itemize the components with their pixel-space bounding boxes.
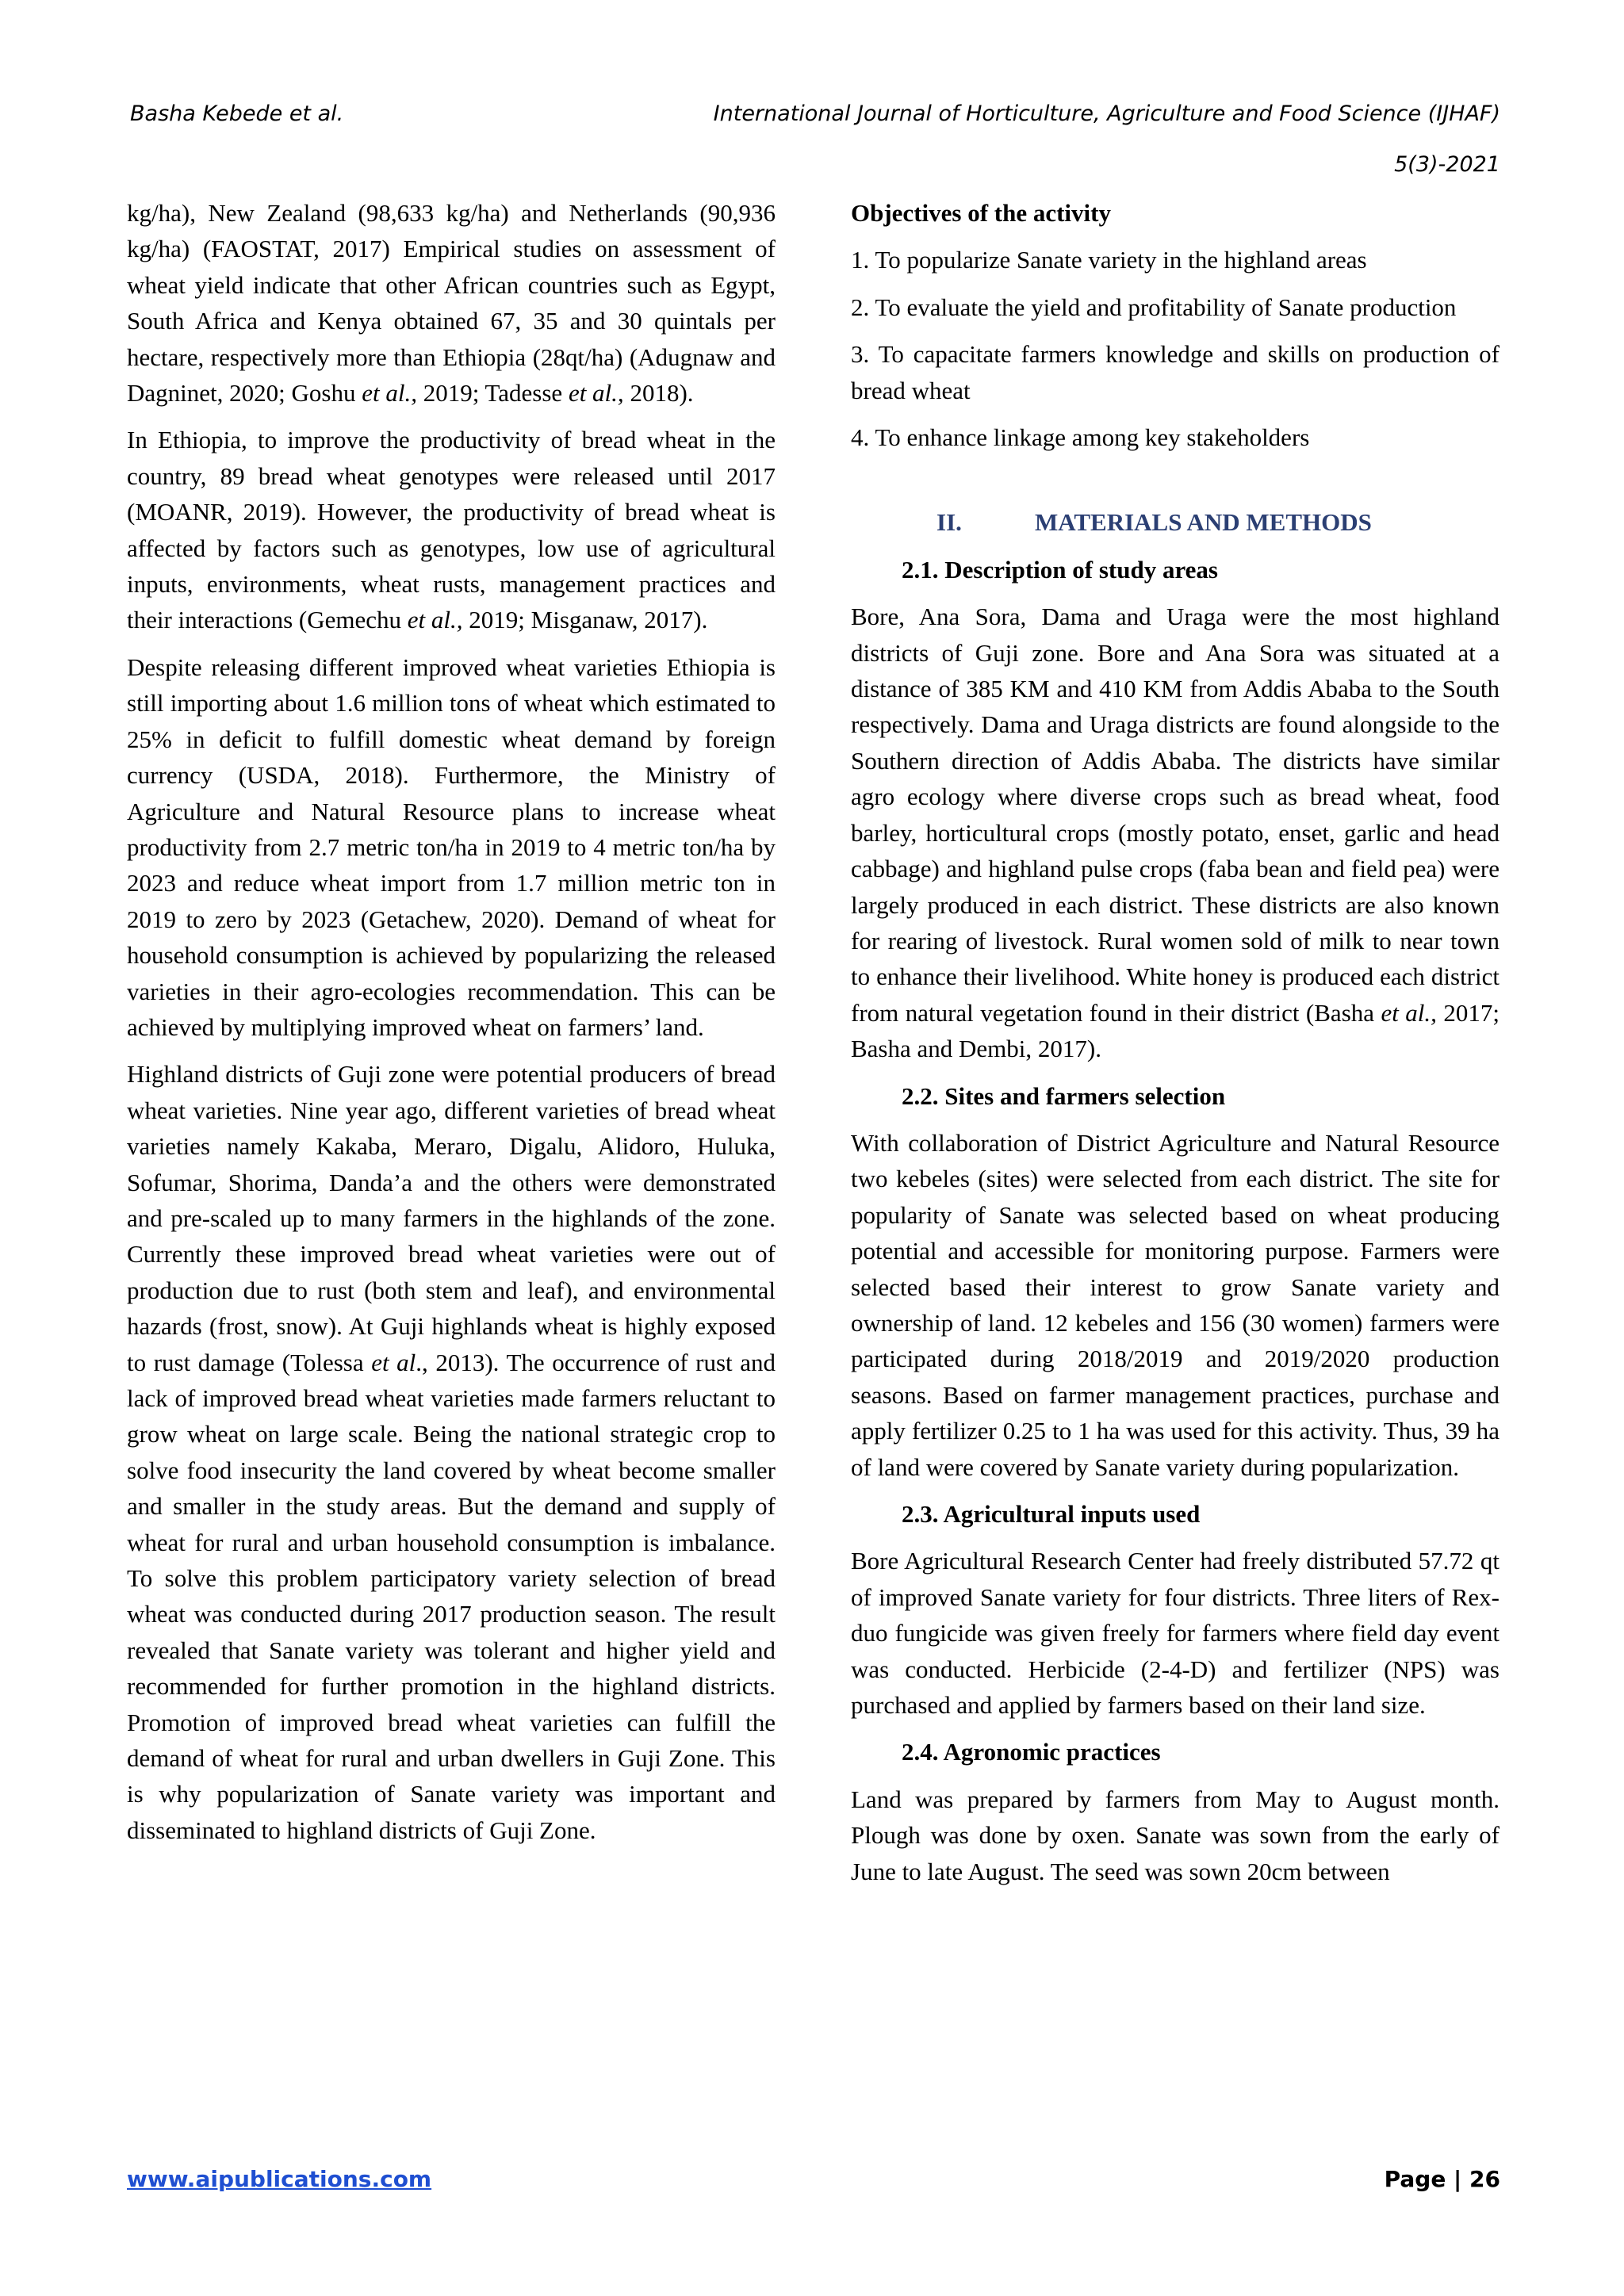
running-head-issue: 5(3)-2021 (1394, 152, 1500, 177)
paragraph-agronomic-practices: Land was prepared by farmers from May to August month. Plough was done by oxen. Sanate was sown from the early of June to late August. The seed was sown 20cm between (851, 1785, 1500, 1885)
paragraph-site-selection: With collaboration of District Agriculture and Natural Resource two kebeles (sites) were selected from each district. The site for popularity of Sanate was selected based on wheat producing potential and accessible for monitoring purpose. Farmers were selected based their interest to grow Sanate variety and ownership of land. 12 kebeles and 156 (30 women) farmers were participated during 2018/2019 and 2019/2020 production seasons. Based on farmer management practices, purchase and apply fertilizer 0.25 to 1 ha was used for this activity. Thus, 39 ha of land were covered by Sanate variety during popularization. (851, 1128, 1500, 1481)
section-number: II. (936, 508, 962, 537)
objectives-title: Objectives of the activity (851, 199, 1111, 227)
objective-item: 3. To capacitate farmers knowledge and skills on production of bread wheat (851, 340, 1500, 404)
paragraph-guji-highlands: Highland districts of Guji zone were potential producers of bread wheat varieties. Nine year ago, different varieties of bread wheat varieties namely Kakaba, Meraro, Digalu, Alidoro, Huluka, Sofumar, Shorima, Danda’a and the others were demonstrated and pre-scaled up to many farmers in the highlands of the zone. Currently these improved bread wheat varieties were out of production due to rust (both stem and leaf), and environmental hazards (frost, snow). At Guji highlands wheat is highly exposed to rust damage (Tolessa et al., 2013). The occurrence of rust and lack of improved bread wheat varieties made farmers reluctant to grow wheat on large scale. Being the national strategic crop to solve food insecurity the land covered by wheat become smaller and smaller in the study areas. But the demand and supply of wheat for rural and urban household consumption is imbalance. To solve this problem participatory variety selection of bread wheat was conducted during 2017 production season. The result revealed that Sanate variety was tolerant and higher yield and recommended for further promotion in the highland districts. Promotion of improved bread wheat varieties can fulfill the demand of wheat for rural and urban dwellers in Guji Zone. This is why popularization of Sanate variety was important and disseminated to highland districts of Guji Zone. (127, 1060, 776, 1844)
left-column (127, 195, 776, 1859)
subsection-heading-2-3: 2.3. Agricultural inputs used (902, 1500, 1201, 1528)
subsection-heading-2-2: 2.2. Sites and farmers selection (902, 1081, 1226, 1110)
objective-item: 1. To popularize Sanate variety in the highland areas (851, 246, 1367, 274)
section-title: MATERIALS AND METHODS (1035, 508, 1372, 537)
paragraph-wheat-import: Despite releasing different improved wheat varieties Ethiopia is still importing about 1.6 million tons of wheat which estimated to 25% in deficit to fulfill domestic wheat demand by foreign currency (USDA, 2018). Furthermore, the Ministry of Agriculture and Natural Resource plans to increase wheat productivity from 2.7 metric ton/ha in 2019 to 4 metric ton/ha by 2023 and reduce wheat import from 1.7 million metric ton in 2019 to zero by 2023 (Getachew, 2020). Demand of wheat for household consumption is achieved by popularizing the released varieties in their agro-ecologies recommendation. This can be achieved by multiplying improved wheat on farmers’ land. (127, 652, 776, 1041)
subsection-heading-2-1: 2.1. Description of study areas (902, 555, 1218, 584)
footer-page-number: Page | 26 (1384, 2166, 1500, 2192)
right-column (851, 195, 1500, 1900)
objective-item: 4. To enhance linkage among key stakeholders (851, 423, 1310, 452)
paragraph-study-areas: Bore, Ana Sora, Dama and Uraga were the most highland districts of Guji zone. Bore and Ana Sora was situated at a distance of 385 KM and 410 KM from Addis Ababa to the South respectively. Dama and Uraga districts are found alongside to the Southern direction of Addis Ababa. The districts have similar agro ecology where diverse crops such as bread wheat, food barley, horticultural crops (mostly potato, enset, garlic and head cabbage) and highland pulse crops (faba bean and field pea) were largely produced in each district. These districts are also known for rearing of livestock. Rural women sold of milk to near town to enhance their livelihood. White honey is produced each district from natural vegetation found in their district (Basha et al., 2017; Basha and Dembi, 2017). (851, 603, 1500, 1063)
subsection-heading-2-4: 2.4. Agronomic practices (902, 1738, 1161, 1766)
section-heading-materials-methods (851, 504, 1500, 540)
footer-website-link[interactable]: www.aipublications.com (127, 2166, 432, 2192)
running-head-author: Basha Kebede et al. (130, 101, 344, 126)
objective-item: 2. To evaluate the yield and profitability of Sanate production (851, 293, 1457, 321)
running-head-journal: International Journal of Horticulture, Agriculture and Food Science (IJHAF) (713, 101, 1500, 126)
paragraph-ethiopia-productivity: In Ethiopia, to improve the productivity of bread wheat in the country, 89 bread wheat genotypes were released until 2017 (MOANR, 2019). However, the productivity of bread wheat is affected by factors such as genotypes, low use of agricultural inputs, environments, wheat rusts, management practices and their interactions (Gemechu et al., 2019; Misganaw, 2017). (127, 426, 776, 634)
paragraph-wheat-yield: kg/ha), New Zealand (98,633 kg/ha) and Netherlands (90,936 kg/ha) (FAOSTAT, 2017) Empirical studies on assessment of wheat yield indicate that other African countries such as Egypt, South Africa and Kenya obtained 67, 35 and 30 quintals per hectare, respectively more than Ethiopia (28qt/ha) (Adugnaw and Dagninet, 2020; Goshu et al., 2019; Tadesse et al., 2018). (127, 199, 776, 408)
paragraph-agricultural-inputs: Bore Agricultural Research Center had freely distributed 57.72 qt of improved Sanate variety for four districts. Three liters of Rex-duo fungicide was given freely for farmers where field day event was conducted. Herbicide (2-4-D) and fertilizer (NPS) was purchased and applied by farmers based on their land size. (851, 1547, 1500, 1720)
